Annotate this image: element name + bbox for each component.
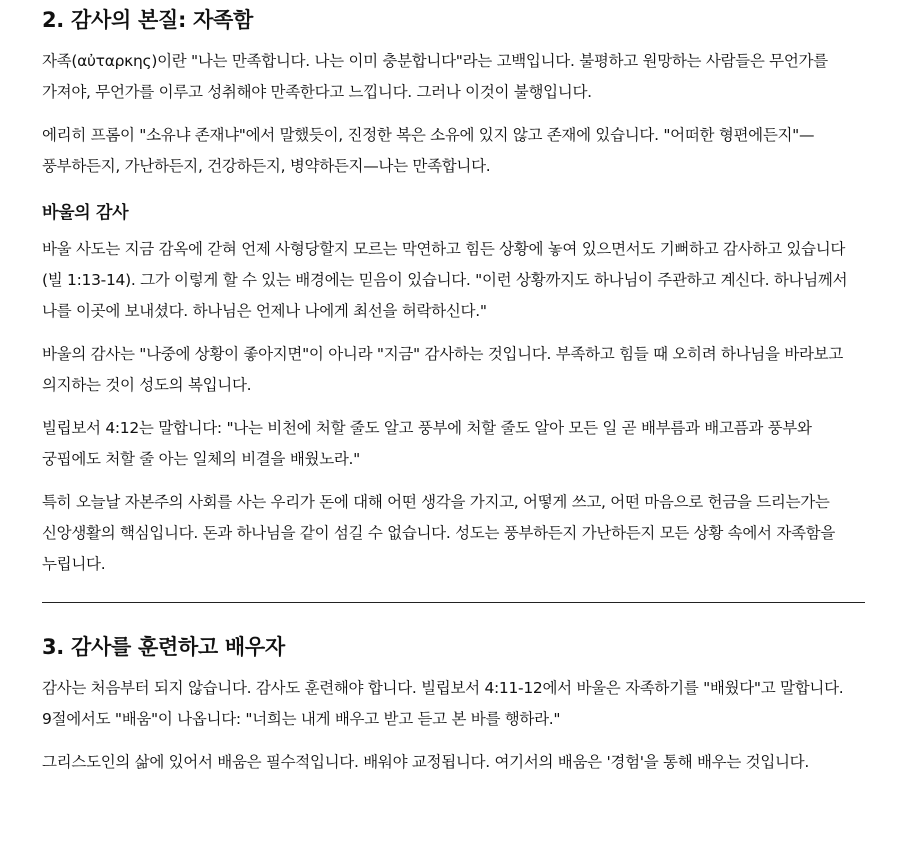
section-divider	[42, 602, 865, 603]
paragraph: 특히 오늘날 자본주의 사회를 사는 우리가 돈에 대해 어떤 생각을 가지고, 어떻게 쓰고, 어떤 마음으로 헌금을 드리는가는 신앙생활의 핵심입니다. 돈과 하나님을 같이 섬길 수 없습니다. 성도는 풍부하든지 가난하든지 모든 상황 속에서 자족함을 누립니다.	[42, 493, 836, 573]
section-heading: 3. 감사를 훈련하고 배우자	[42, 635, 285, 659]
paragraph: 감사는 처음부터 되지 않습니다. 감사도 훈련해야 합니다. 빌립보서 4:11-12에서 바울은 자족하기를 "배웠다"고 말합니다. 9절에서도 "배움"이 나옵니다: "너희는 내게 배우고 받고 듣고 본 바를 행하라."	[42, 679, 844, 728]
section-heading: 2. 감사의 본질: 자족함	[42, 8, 254, 32]
paragraph: 바울의 감사는 "나중에 상황이 좋아지면"이 아니라 "지금" 감사하는 것입니다. 부족하고 힘들 때 오히려 하나님을 바라보고 의지하는 것이 성도의 복입니다.	[42, 345, 844, 394]
paragraph: 자족(αὐταρκης)이란 "나는 만족합니다. 나는 이미 충분합니다"라는 고백입니다. 불평하고 원망하는 사람들은 무언가를 가져야, 무언가를 이루고 성취해야 만족한다고 느낍니다. 그러나 이것이 불행입니다.	[42, 52, 828, 101]
paragraph: 그리스도인의 삶에 있어서 배움은 필수적입니다. 배워야 교정됩니다. 여기서의 배움은 '경험'을 통해 배우는 것입니다.	[42, 753, 809, 771]
subsection-heading: 바울의 감사	[42, 203, 129, 223]
paragraph: 바울 사도는 지금 감옥에 갇혀 언제 사형당할지 모르는 막연하고 힘든 상황에 놓여 있으면서도 기뻐하고 감사하고 있습니다(빌 1:13-14). 그가 이렇게 할 수 있는 배경에는 믿음이 있습니다. "이런 상황까지도 하나님이 주관하고 계신다. 하나님께서 나를 이곳에 보내셨다. 하나님은 언제나 나에게 최선을 허락하신다."	[42, 240, 848, 320]
paragraph: 에리히 프롬이 "소유냐 존재냐"에서 말했듯이, 진정한 복은 소유에 있지 않고 존재에 있습니다. "어떠한 형편에든지"—풍부하든지, 가난하든지, 건강하든지, 병약하든지—나는 만족합니다.	[42, 126, 815, 175]
paragraph: 빌립보서 4:12는 말합니다: "나는 비천에 처할 줄도 알고 풍부에 처할 줄도 알아 모든 일 곧 배부름과 배고픔과 풍부와 궁핍에도 처할 줄 아는 일체의 비결을 배웠노라."	[42, 419, 812, 468]
